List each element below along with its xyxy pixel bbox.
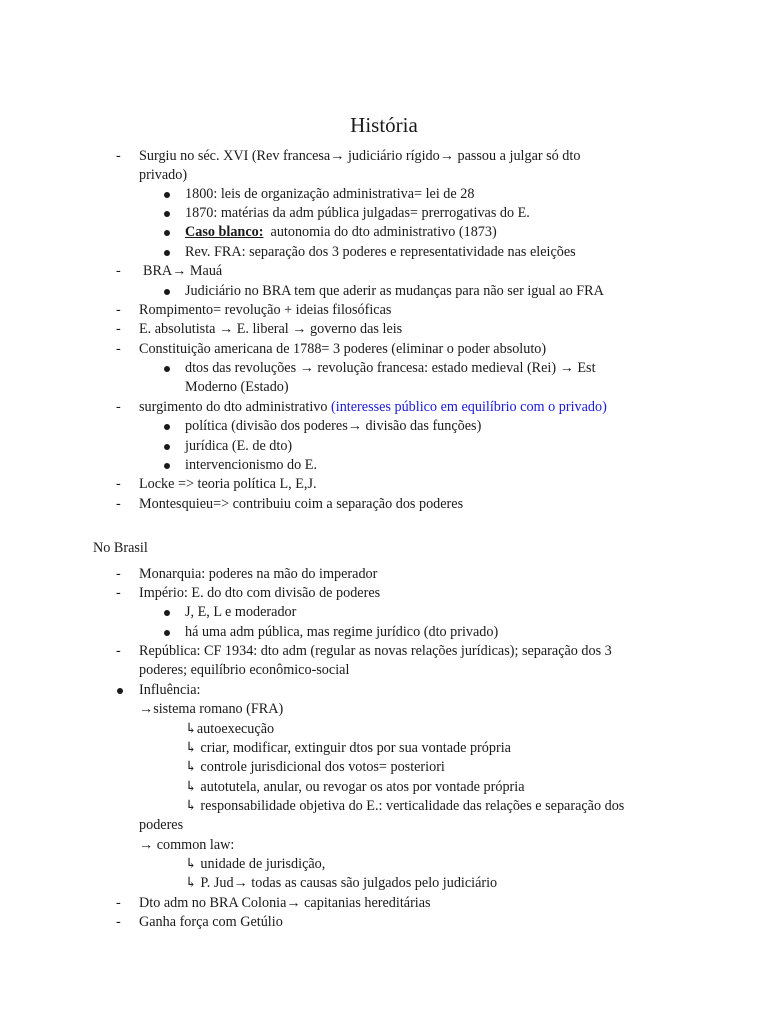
list-item-text: autonomia do dto administrativo (1873): [270, 224, 497, 240]
dash-marker: -: [116, 566, 121, 582]
list-item: BRA→ Mauá: [143, 263, 223, 279]
page-title: História: [350, 113, 418, 137]
bullet-icon: [164, 230, 170, 236]
list-item: E. absolutista → E. liberal → governo das leis: [139, 321, 403, 337]
list-item: ↳ criar, modificar, extinguir dtos por sua vontade própria: [185, 740, 511, 756]
dash-marker: -: [116, 496, 121, 512]
bullet-icon: [117, 688, 123, 694]
dash-marker: -: [116, 895, 121, 911]
bullet-icon: [164, 211, 170, 217]
list-item: Judiciário no BRA tem que aderir as mudanças para não ser igual ao FRA: [185, 283, 604, 299]
dash-marker: -: [116, 643, 121, 659]
section-heading: No Brasil: [93, 540, 148, 556]
list-item-continuation: poderes: [139, 817, 184, 833]
bullet-icon: [164, 424, 170, 430]
bullet-icon: [164, 610, 170, 616]
dash-marker: -: [116, 914, 121, 930]
list-item: Monarquia: poderes na mão do imperador: [139, 566, 378, 582]
dash-marker: -: [116, 399, 121, 415]
list-item-text: surgimento do dto administrativo: [139, 399, 328, 415]
list-item: Império: E. do dto com divisão de poderes: [139, 585, 381, 601]
list-item: → common law:: [139, 837, 235, 853]
list-item: ↳ unidade de jurisdição,: [185, 856, 326, 872]
bullet-icon: [164, 192, 170, 198]
bullet-icon: [164, 444, 170, 450]
list-item: [185, 223, 497, 242]
list-item: ↳autoexecução: [185, 721, 275, 737]
list-item: Montesquieu=> contribuiu coim a separação dos poderes: [139, 496, 464, 512]
list-item: política (divisão dos poderes→ divisão das funções): [185, 418, 482, 434]
emphasis-term: Caso blanco:: [185, 224, 264, 240]
dash-marker: -: [116, 263, 121, 279]
list-item: Constituição americana de 1788= 3 poderes (eliminar o poder absoluto): [139, 341, 547, 357]
list-item: ↳ P. Jud→ todas as causas são julgados pelo judiciário: [185, 875, 498, 891]
list-item: Rev. FRA: separação dos 3 poderes e representatividade nas eleições: [185, 244, 576, 260]
list-item: [139, 398, 607, 417]
list-item: 1800: leis de organização administrativa= lei de 28: [185, 186, 475, 202]
list-item: jurídica (E. de dto): [185, 438, 293, 454]
list-item: ↳ responsabilidade objetiva do E.: verticalidade das relações e separação dos: [185, 798, 625, 814]
list-item: há uma adm pública, mas regime jurídico (dto privado): [185, 624, 499, 640]
list-item: Locke => teoria política L, E,J.: [139, 476, 317, 492]
bullet-icon: [164, 366, 170, 372]
dash-marker: -: [116, 341, 121, 357]
list-item: intervencionismo do E.: [185, 457, 317, 473]
dash-marker: -: [116, 321, 121, 337]
list-item: Influência:: [139, 682, 201, 698]
bullet-icon: [164, 250, 170, 256]
list-item-continuation: privado): [139, 167, 188, 183]
bullet-icon: [164, 289, 170, 295]
list-item: J, E, L e moderador: [185, 604, 297, 620]
dash-marker: -: [116, 585, 121, 601]
dash-marker: -: [116, 476, 121, 492]
list-item: Rompimento= revolução + ideias filosóficas: [139, 302, 392, 318]
dash-marker: -: [116, 302, 121, 318]
list-item: Surgiu no séc. XVI (Rev francesa→ judiciário rígido→ passou a julgar só dto: [139, 148, 581, 164]
list-item: ↳ autotutela, anular, ou revogar os atos por vontade própria: [185, 779, 525, 795]
list-item: dtos das revoluções → revolução francesa: estado medieval (Rei) → Est: [185, 360, 596, 376]
list-item-continuation: Moderno (Estado): [185, 379, 289, 395]
list-item-continuation: poderes; equilíbrio econômico-social: [139, 662, 350, 678]
dash-marker: -: [116, 148, 121, 164]
list-item: ↳ controle jurisdicional dos votos= posteriori: [185, 759, 445, 775]
bullet-icon: [164, 463, 170, 469]
list-item: 1870: matérias da adm pública julgadas= prerrogativas do E.: [185, 205, 530, 221]
highlighted-note: (interesses público em equilíbrio com o privado): [331, 399, 607, 415]
bullet-icon: [164, 630, 170, 636]
list-item: Dto adm no BRA Colonia→ capitanias hereditárias: [139, 895, 431, 911]
list-item: Ganha força com Getúlio: [139, 914, 283, 930]
list-item: República: CF 1934: dto adm (regular as novas relações jurídicas); separação dos 3: [139, 643, 612, 659]
list-item: →sistema romano (FRA): [139, 701, 284, 717]
